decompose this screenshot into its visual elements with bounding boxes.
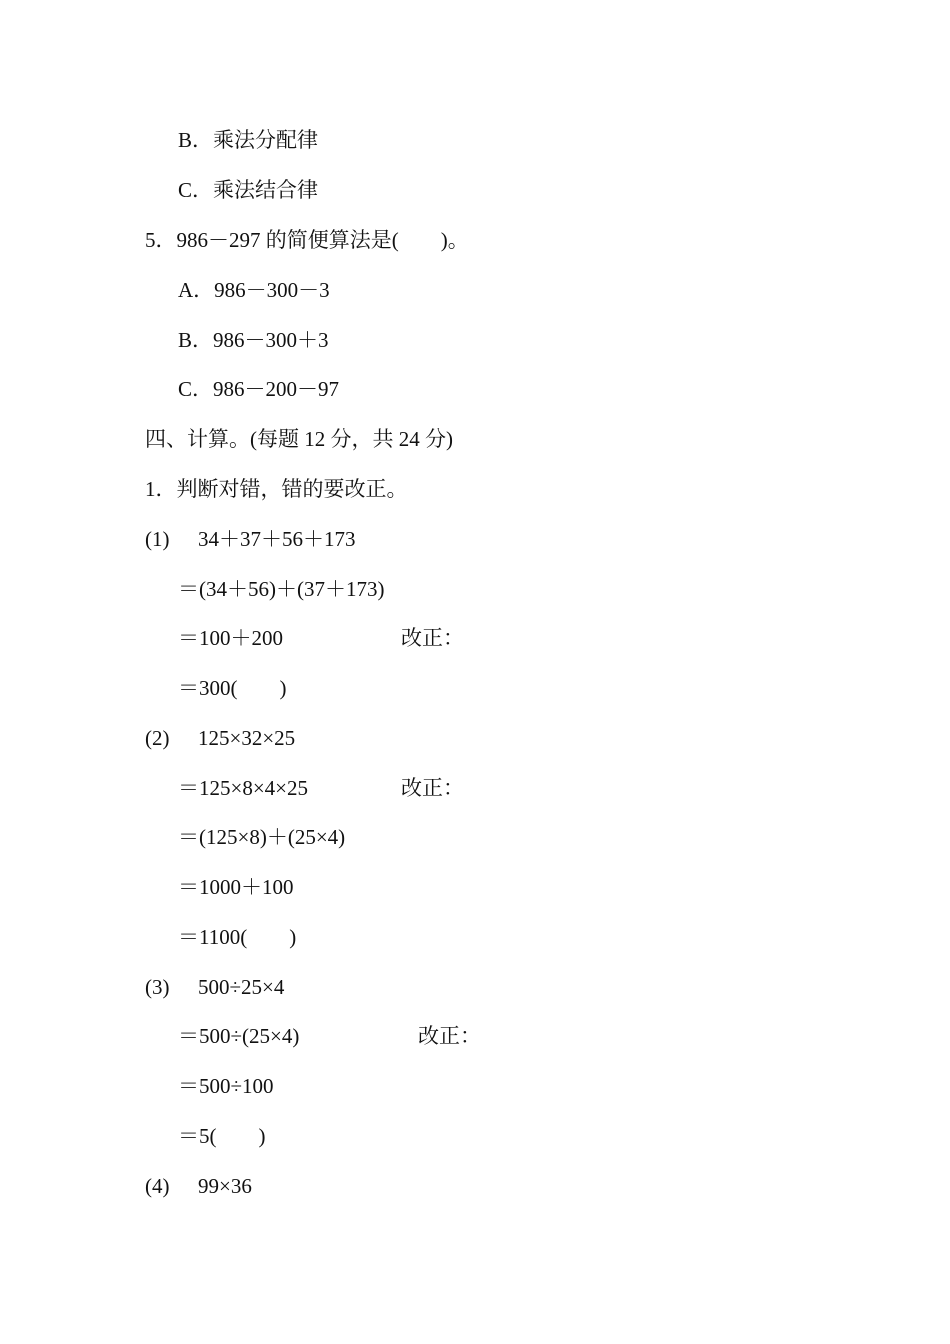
q5-stem: 5．986－297 的简便算法是( )。 bbox=[145, 228, 469, 252]
correction-label: 改正： bbox=[401, 776, 464, 800]
q4-option-c: C．乘法结合律 bbox=[178, 178, 319, 202]
solution-step: ＝125×8×4×25 bbox=[178, 776, 309, 800]
solution-step: ＝500÷100 bbox=[178, 1074, 274, 1098]
q5-option-c: C．986－200－97 bbox=[178, 377, 340, 401]
problem-expression: 34＋37＋56＋173 bbox=[198, 527, 356, 551]
correction-label: 改正： bbox=[401, 626, 464, 650]
section-heading: 四、计算。(每题 12 分，共 24 分) bbox=[145, 427, 453, 451]
q5-option-a: A．986－300－3 bbox=[178, 278, 330, 302]
problem-expression: 99×36 bbox=[198, 1174, 252, 1198]
problem-expression: 500÷25×4 bbox=[198, 975, 285, 999]
problem-expression: 125×32×25 bbox=[198, 726, 296, 750]
correction-label: 改正： bbox=[418, 1024, 481, 1048]
solution-step: ＝(34＋56)＋(37＋173) bbox=[178, 577, 385, 601]
task-instruction: 1．判断对错，错的要改正。 bbox=[145, 477, 408, 501]
problem-label: (1) bbox=[145, 527, 170, 551]
q4-option-b: B．乘法分配律 bbox=[178, 128, 319, 152]
problem-label: (3) bbox=[145, 975, 170, 999]
answer-with-judgement-blank: ＝300( ) bbox=[178, 676, 287, 700]
solution-step: ＝1000＋100 bbox=[178, 875, 294, 899]
q5-option-b: B．986－300＋3 bbox=[178, 328, 329, 352]
solution-step: ＝100＋200 bbox=[178, 626, 283, 650]
problem-label: (4) bbox=[145, 1174, 170, 1198]
answer-with-judgement-blank: ＝5( ) bbox=[178, 1124, 266, 1148]
solution-step: ＝500÷(25×4) bbox=[178, 1024, 300, 1048]
solution-step: ＝(125×8)＋(25×4) bbox=[178, 825, 346, 849]
problem-label: (2) bbox=[145, 726, 170, 750]
answer-with-judgement-blank: ＝1100( ) bbox=[178, 925, 297, 949]
